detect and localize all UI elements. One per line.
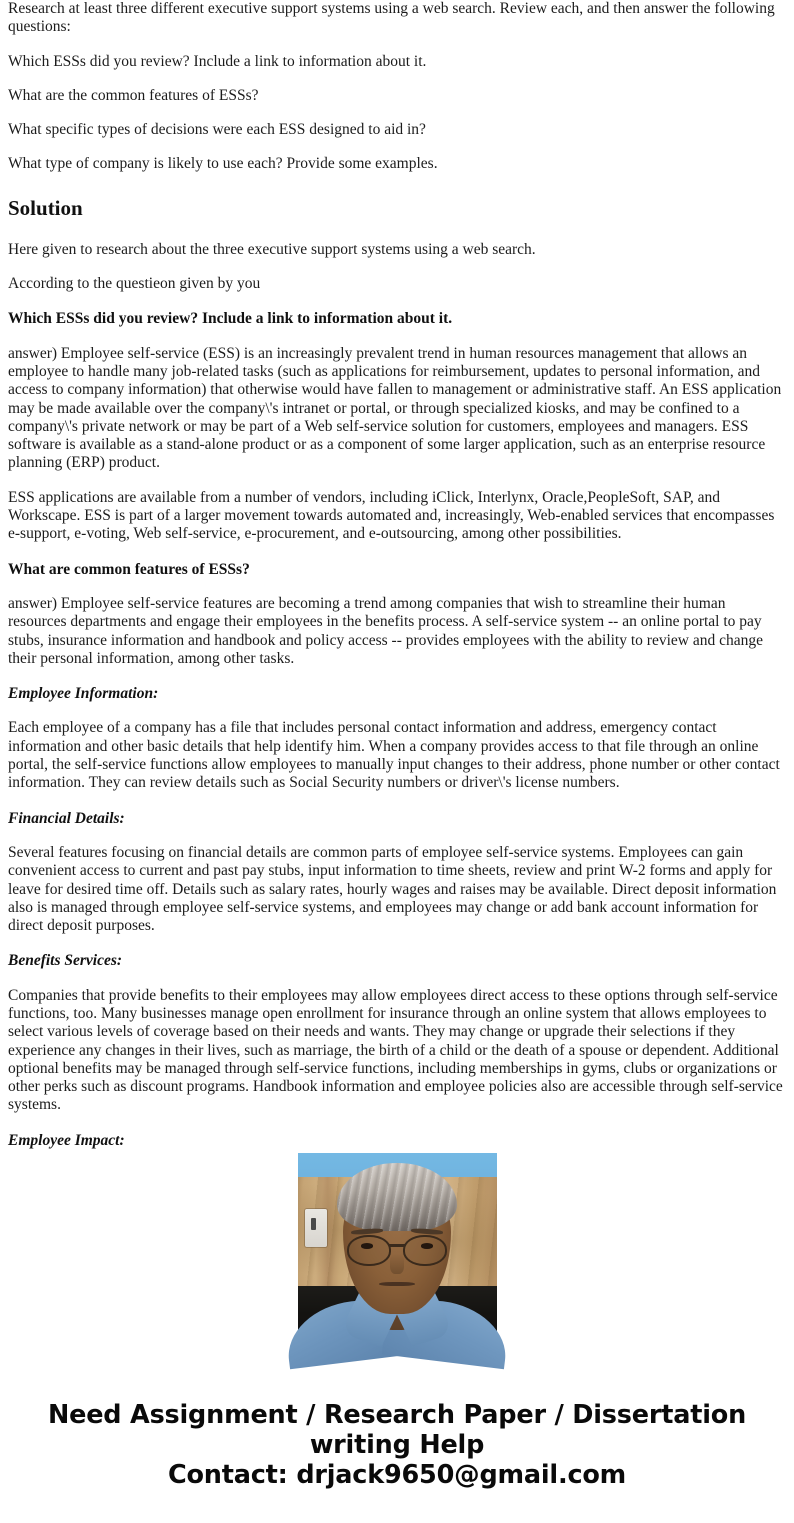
section-body-financial-details: Several features focusing on financial details are common parts of employee self-service systems. Employees can gain convenient access to current and past pay stubs, input information to time sheets, review and print W-2 forms and apply for leave for desired time off. Details such as salary rates, hourly wages and raises may be available. Direct deposit information also is managed through employee self-service systems, and employees may change or add bank account information for direct deposit purposes.	[8, 843, 777, 935]
avatar-eyeglass-lens-left	[347, 1235, 391, 1265]
solution-heading: Solution	[8, 195, 83, 220]
avatar-container	[0, 1153, 794, 1355]
prompt-question-3: What specific types of decisions were each ESS designed to aid in?	[8, 121, 426, 139]
avatar-eyeglass-lens-right	[403, 1235, 447, 1265]
footer-contact: Contact: drjack9650@gmail.com	[167, 1460, 627, 1490]
subhead-employee-information: Employee Information:	[8, 685, 159, 703]
prompt-question-2: What are the common features of ESSs?	[8, 86, 259, 104]
question-1-heading: Which ESSs did you review? Include a link to information about it.	[8, 310, 453, 328]
avatar	[298, 1153, 497, 1354]
avatar-eyeglass-bridge	[389, 1244, 405, 1246]
question-2-heading: What are common features of ESSs?	[8, 560, 250, 578]
subhead-employee-impact-clipped: Employee Impact:	[8, 1131, 125, 1149]
avatar-nose	[390, 1254, 404, 1274]
solution-lead-1: Here given to research about the three executive support systems using a web search.	[8, 240, 536, 258]
avatar-eye-left	[361, 1243, 373, 1248]
subhead-benefits-services: Benefits Services:	[8, 952, 123, 970]
prompt-question-1: Which ESSs did you review? Include a link to information about it.	[8, 52, 427, 70]
subhead-financial-details: Financial Details:	[8, 809, 125, 827]
question-1-answer-paragraph-1: answer) Employee self-service (ESS) is an increasingly prevalent trend in human resources management that allows an employee to handle many job-related tasks (such as applications for reimbursement, updates to personal information, and access to company information) that otherwise would have fallen to management or administrative staff. An ESS application may be made available over the company\'s intranet or portal, or through specialized kiosks, and may be confined to a company\'s private network or may be part of a Web self-service solution for customers, employees and managers. ESS software is available as a stand-alone product or as a component of some larger application, such as an enterprise resource planning (ERP) product.	[8, 344, 782, 472]
question-2-answer-paragraph-1: answer) Employee self-service features are becoming a trend among companies that wish to streamline their human resources departments and engage their employees in the benefits process. A self-service system -- an online portal to pay stubs, insurance information and handbook and policy access -- provides employees with the ability to review and change their personal information, among other tasks.	[8, 594, 763, 667]
prompt-intro: Research at least three different executive support systems using a web search. Review each, and then answer the following questions:	[8, 0, 775, 36]
question-1-answer-paragraph-2: ESS applications are available from a number of vendors, including iClick, Interlynx, Oracle,PeopleSoft, SAP, and Workscape. ESS is part of a larger movement towards automated and, increasingly, Web-enabled services that encompasses e-support, e-voting, Web self-service, e-procurement, and e-outsourcing, among other possibilities.	[8, 488, 775, 543]
avatar-wall-switch	[305, 1209, 327, 1247]
avatar-eye-right	[421, 1243, 433, 1248]
solution-lead-2: According to the questieon given by you	[8, 275, 261, 293]
section-body-benefits-services: Companies that provide benefits to their employees may allow employees direct access to these options through self-service functions, too. Many businesses manage open enrollment for insurance through an online system that allows employees to select various levels of coverage based on their needs and wants. They may change or upgrade their selections if they experience any changes in their lives, such as marriage, the birth of a child or the death of a spouse or dependent. Additional optional benefits may be managed through self-service functions, including memberships in gyms, clubs or organizations or other perks such as discount programs. Handbook information and employee policies also are accessible through self-service systems.	[8, 986, 783, 1114]
footer-headline: Need Assignment / Research Paper / Dissertation writing Help	[47, 1400, 747, 1460]
prompt-question-4: What type of company is likely to use each? Provide some examples.	[8, 155, 438, 173]
avatar-mouth	[379, 1282, 415, 1286]
section-body-employee-information: Each employee of a company has a file that includes personal contact information and address, emergency contact information and other basic details that help identify him. When a company provides access to that file through an online portal, the self-service functions allow employees to manually input changes to their address, phone number or other contact information. They can review details such as Social Security numbers or driver\'s license numbers.	[8, 719, 780, 792]
footer	[0, 1400, 794, 1490]
